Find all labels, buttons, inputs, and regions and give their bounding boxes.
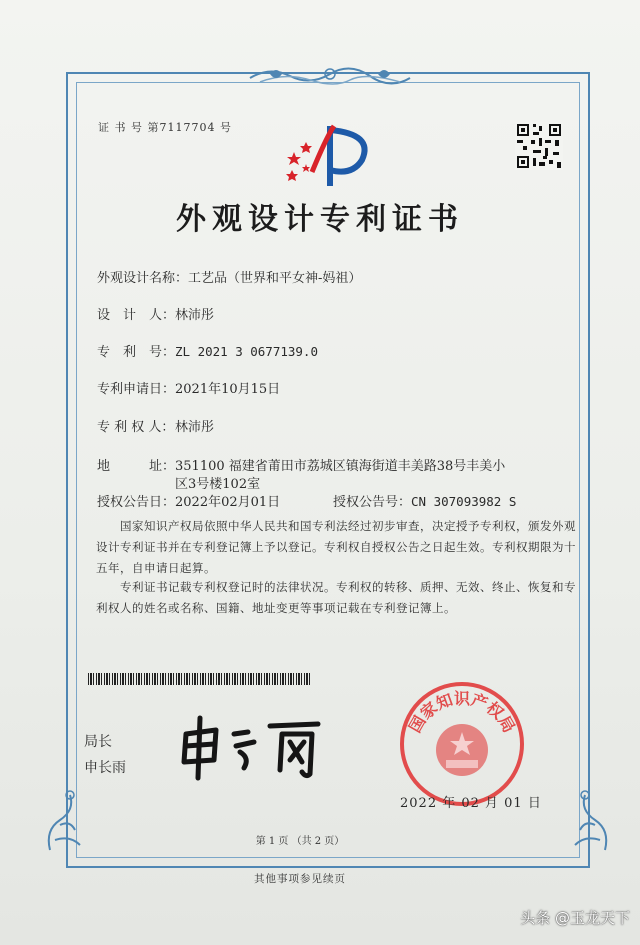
filing-date-label: 专利申请日：: [97, 382, 176, 397]
design-name-label: 外观设计名称：: [97, 271, 189, 286]
designer-label: 设 计 人：: [97, 308, 176, 323]
top-ornament-icon: [240, 64, 420, 90]
bottom-right-ornament-icon: [545, 780, 615, 860]
filing-date-row: [97, 378, 280, 397]
official-seal-icon: [398, 680, 526, 808]
grant-date-value: 2022年02月01日: [175, 495, 281, 510]
bottom-left-ornament-icon: [40, 780, 110, 860]
certificate-title: 外观设计专利证书: [176, 202, 464, 237]
address-row: [97, 455, 505, 474]
designer-row: [97, 304, 214, 323]
grant-date-row: [97, 491, 280, 510]
address-line-1: 351100 福建省莆田市荔城区镇海街道丰美路38号丰美小: [175, 459, 506, 474]
patentee-value: 林沛彤: [175, 420, 215, 435]
patentee-label: 专 利 权 人：: [97, 420, 175, 435]
designer-value: 林沛彤: [175, 308, 215, 323]
patent-number-row: [97, 341, 318, 360]
director-title: 局长: [84, 734, 112, 750]
filing-date-value: 2021年10月15日: [175, 382, 281, 397]
footer-note: 其他事项参见续页: [254, 873, 346, 885]
certificate-paragraph-2: 专利证书记载专利权登记时的法律状况。专利权的转移、质押、无效、终止、恢复和专利权人的姓名或名称、国籍、地址变更等事项记载在专利登记簿上。: [96, 580, 576, 615]
grant-number-label: 授权公告号：: [333, 495, 412, 510]
design-name-row: [97, 267, 361, 286]
certificate-number: 证 书 号 第7117704 号: [98, 121, 232, 134]
certificate-paragraph-1: 国家知识产权局依照中华人民共和国专利法经过初步审查，决定授予专利权，颁发外观设计专利证书并在专利登记簿上予以登记。专利权自授权公告之日起生效。专利权期限为十五年，自申请日起算。: [96, 519, 576, 575]
watermark: 头条 @玉龙天下: [520, 909, 630, 927]
barcode-icon: [88, 673, 310, 685]
patent-number-label: 专 利 号：: [97, 345, 176, 360]
page-indicator: 第 1 页 （共 2 页）: [255, 836, 345, 847]
address-label: 地 址：: [97, 459, 176, 474]
patentee-row: [97, 416, 214, 435]
address-line-2: 区3号楼102室: [175, 477, 261, 492]
signature-icon: [178, 712, 328, 782]
director-name: 申长雨: [84, 760, 126, 776]
grant-date-label: 授权公告日：: [97, 495, 176, 510]
qr-code-icon: [515, 122, 563, 170]
seal-text: 国家知识产权局: [405, 689, 519, 736]
seal-date: 2022 年 02 月 01 日: [400, 796, 542, 811]
patent-office-logo-icon: [282, 120, 378, 192]
design-name-value: 工艺品（世界和平女神-妈祖）: [188, 271, 362, 286]
grant-number-row: [333, 491, 516, 510]
patent-number-value: ZL 2021 3 0677139.0: [175, 344, 318, 359]
grant-number-value: CN 307093982 S: [411, 494, 517, 509]
